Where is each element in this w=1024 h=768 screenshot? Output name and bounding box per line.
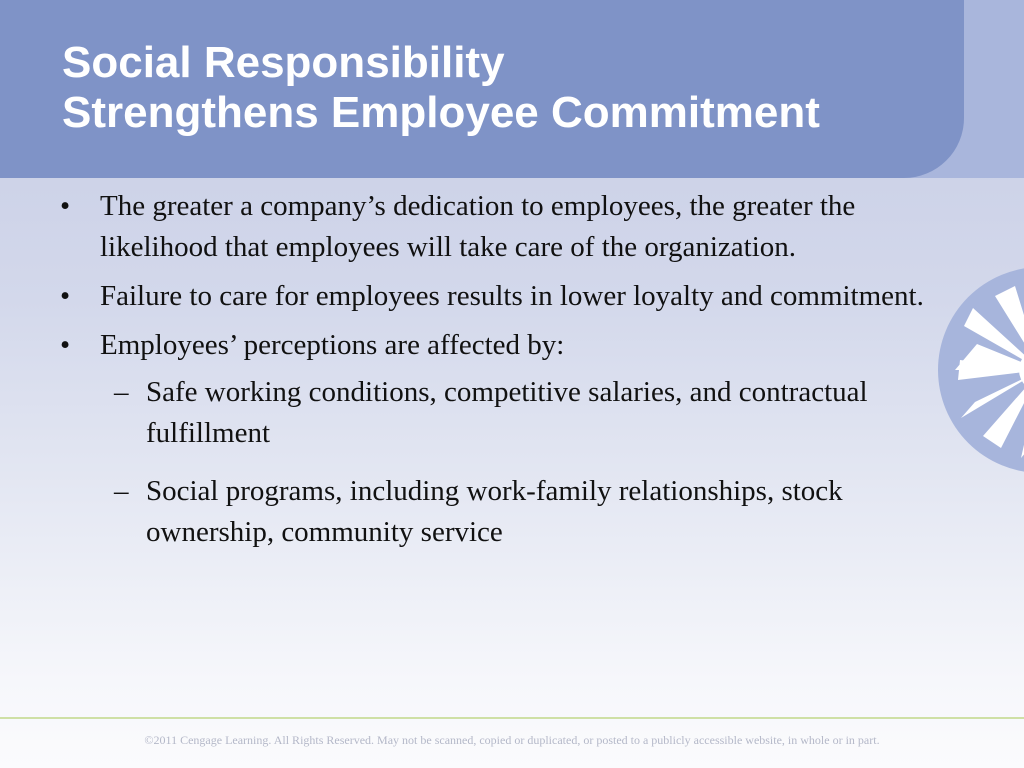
- copyright-footer: ©2011 Cengage Learning. All Rights Reserved. May not be scanned, copied or duplicated, or posted to a publicly accessible website, in whole or in part.: [144, 733, 880, 747]
- bullet-marker: •: [60, 190, 71, 222]
- slide-title: [62, 38, 820, 138]
- bullet-text: Employees’ perceptions are affected by:: [100, 329, 565, 361]
- sub-bullet-text: Social programs, including work-family relationships, stock ownership, community service: [146, 475, 843, 548]
- bullet-text: Failure to care for employees results in lower loyalty and commitment.: [100, 280, 924, 312]
- sub-bullet-marker: –: [114, 376, 129, 408]
- slide-title-line-1: Social Responsibility: [62, 38, 505, 87]
- bullet-item: [0, 186, 950, 268]
- bullet-text: The greater a company’s dedication to employees, the greater the likelihood that employees will take care of the organization.: [100, 190, 856, 263]
- sub-bullet-text: Safe working conditions, competitive salaries, and contractual fulfillment: [146, 376, 868, 449]
- bullet-item: [0, 276, 950, 317]
- sub-bullet-item: [0, 471, 906, 553]
- bullet-marker: •: [60, 280, 71, 312]
- sub-bullet-marker: –: [114, 475, 129, 507]
- footer-divider: [0, 717, 1024, 719]
- bullet-marker: •: [60, 329, 71, 361]
- sub-bullet-item: [0, 372, 906, 454]
- slide-body: [0, 186, 950, 570]
- sunburst-icon: [937, 266, 1024, 474]
- bullet-item: [0, 325, 950, 366]
- slide-title-line-2: Strengthens Employee Commitment: [62, 88, 820, 137]
